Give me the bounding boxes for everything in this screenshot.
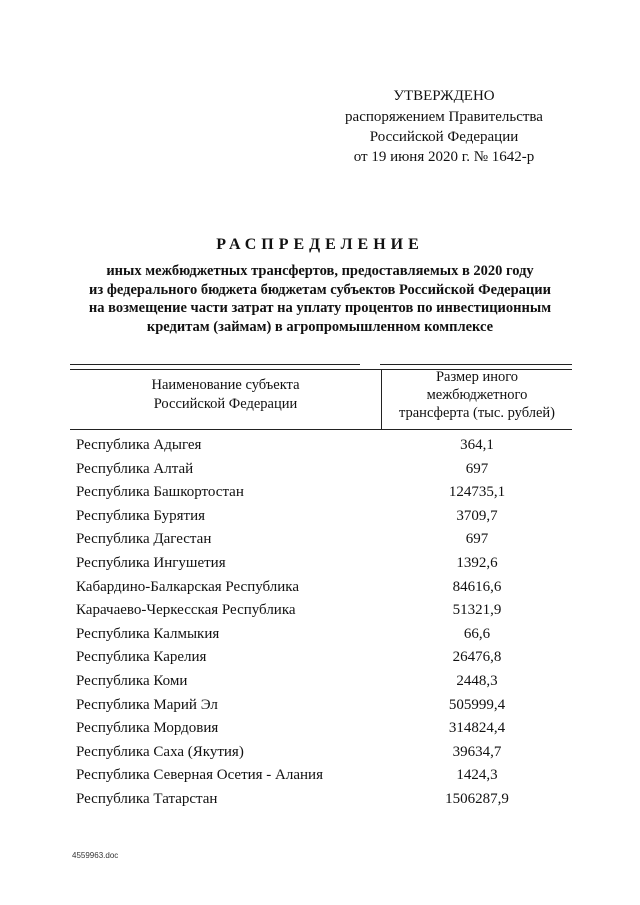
table-row (0, 434, 640, 458)
subject-name: Республика Карелия (76, 649, 207, 666)
document-file-id: 4559963.doc (72, 851, 119, 860)
table-header-bottom-border (70, 429, 572, 430)
table-row (0, 764, 640, 788)
table-row (0, 552, 640, 576)
title-line: кредитам (займам) в агропромышленном комплексе (146, 318, 494, 335)
column-header-text: Российской Федерации (153, 396, 298, 412)
document-title (60, 236, 580, 336)
transfer-amount: 364,1 (460, 437, 494, 453)
column-header-text: Размер иного (435, 369, 519, 385)
table-row (0, 741, 640, 765)
subject-name: Республика Ингушетия (76, 554, 226, 571)
table-row (0, 576, 640, 600)
table-row (0, 481, 640, 505)
table-top-rule (380, 364, 572, 365)
subject-name: Республика Калмыкия (76, 625, 220, 642)
subject-name: Республика Саха (Якутия) (76, 743, 244, 760)
subject-name: Республика Северная Осетия - Алания (76, 767, 323, 784)
subject-name: Карачаево-Черкесская Республика (76, 602, 296, 619)
transfer-amount: 697 (465, 531, 489, 548)
transfer-amount: 1392,6 (456, 554, 498, 571)
transfer-amount: 66,6 (463, 625, 491, 642)
table-row (0, 528, 640, 552)
column-header-subject (70, 376, 381, 414)
title-main: РАСПРЕДЕЛЕНИЕ (216, 236, 424, 253)
subject-name: Республика Бурятия (76, 507, 206, 524)
approval-block (320, 86, 568, 167)
transfer-amount: 124735,1 (448, 484, 506, 501)
column-header-text: трансферта (тыс. рублей) (398, 405, 556, 421)
subject-name: Кабардино-Балкарская Республика (76, 578, 300, 595)
subject-name: Республика Дагестан (76, 531, 212, 548)
subject-name: Республика Татарстан (76, 790, 218, 807)
transfer-amount: 3709,7 (456, 507, 498, 524)
title-line: на возмещение части затрат на уплату процентов по инвестиционным (88, 300, 552, 316)
table-row (0, 788, 640, 812)
table-top-rule (70, 364, 360, 365)
transfer-amount: 39634,7 (452, 743, 502, 760)
table-row (0, 717, 640, 741)
transfer-amount: 314824,4 (448, 720, 506, 737)
transfer-amount: 2448,3 (456, 672, 498, 689)
approval-heading: УТВЕРЖДЕНО (393, 88, 495, 104)
title-line: иных межбюджетных трансфертов, предоставляемых в 2020 году (106, 263, 534, 279)
transfer-amount: 1424,3 (456, 767, 498, 784)
transfer-amount: 505999,4 (448, 696, 506, 713)
transfer-amount: 697 (465, 460, 489, 477)
transfer-amount: 51321,9 (452, 602, 502, 619)
subject-name: Республика Мордовия (76, 720, 219, 737)
table-row (0, 458, 640, 482)
transfer-amount: 84616,6 (452, 578, 502, 595)
subject-name: Республика Марий Эл (76, 696, 218, 713)
column-header-text: межбюджетного (426, 387, 528, 403)
subject-name: Республика Адыгея (76, 437, 202, 453)
subject-name: Республика Алтай (76, 460, 194, 477)
table-row (0, 646, 640, 670)
table-row (0, 505, 640, 529)
table-row (0, 694, 640, 718)
table-row (0, 670, 640, 694)
transfer-amount: 26476,8 (452, 649, 502, 666)
approval-line: распоряжением Правительства (345, 109, 543, 125)
subject-name: Республика Башкортостан (76, 484, 244, 501)
approval-line: Российской Федерации (369, 129, 519, 145)
title-line: из федерального бюджета бюджетам субъектов Российской Федерации (89, 281, 551, 298)
subject-name: Республика Коми (76, 672, 188, 689)
table-row (0, 599, 640, 623)
column-header-amount (382, 368, 572, 422)
transfer-amount: 1506287,9 (445, 790, 509, 807)
table-body (0, 434, 640, 812)
approval-date-number: от 19 июня 2020 г. № 1642-р (353, 149, 535, 165)
table-row (0, 623, 640, 647)
column-header-text: Наименование субъекта (151, 377, 300, 393)
